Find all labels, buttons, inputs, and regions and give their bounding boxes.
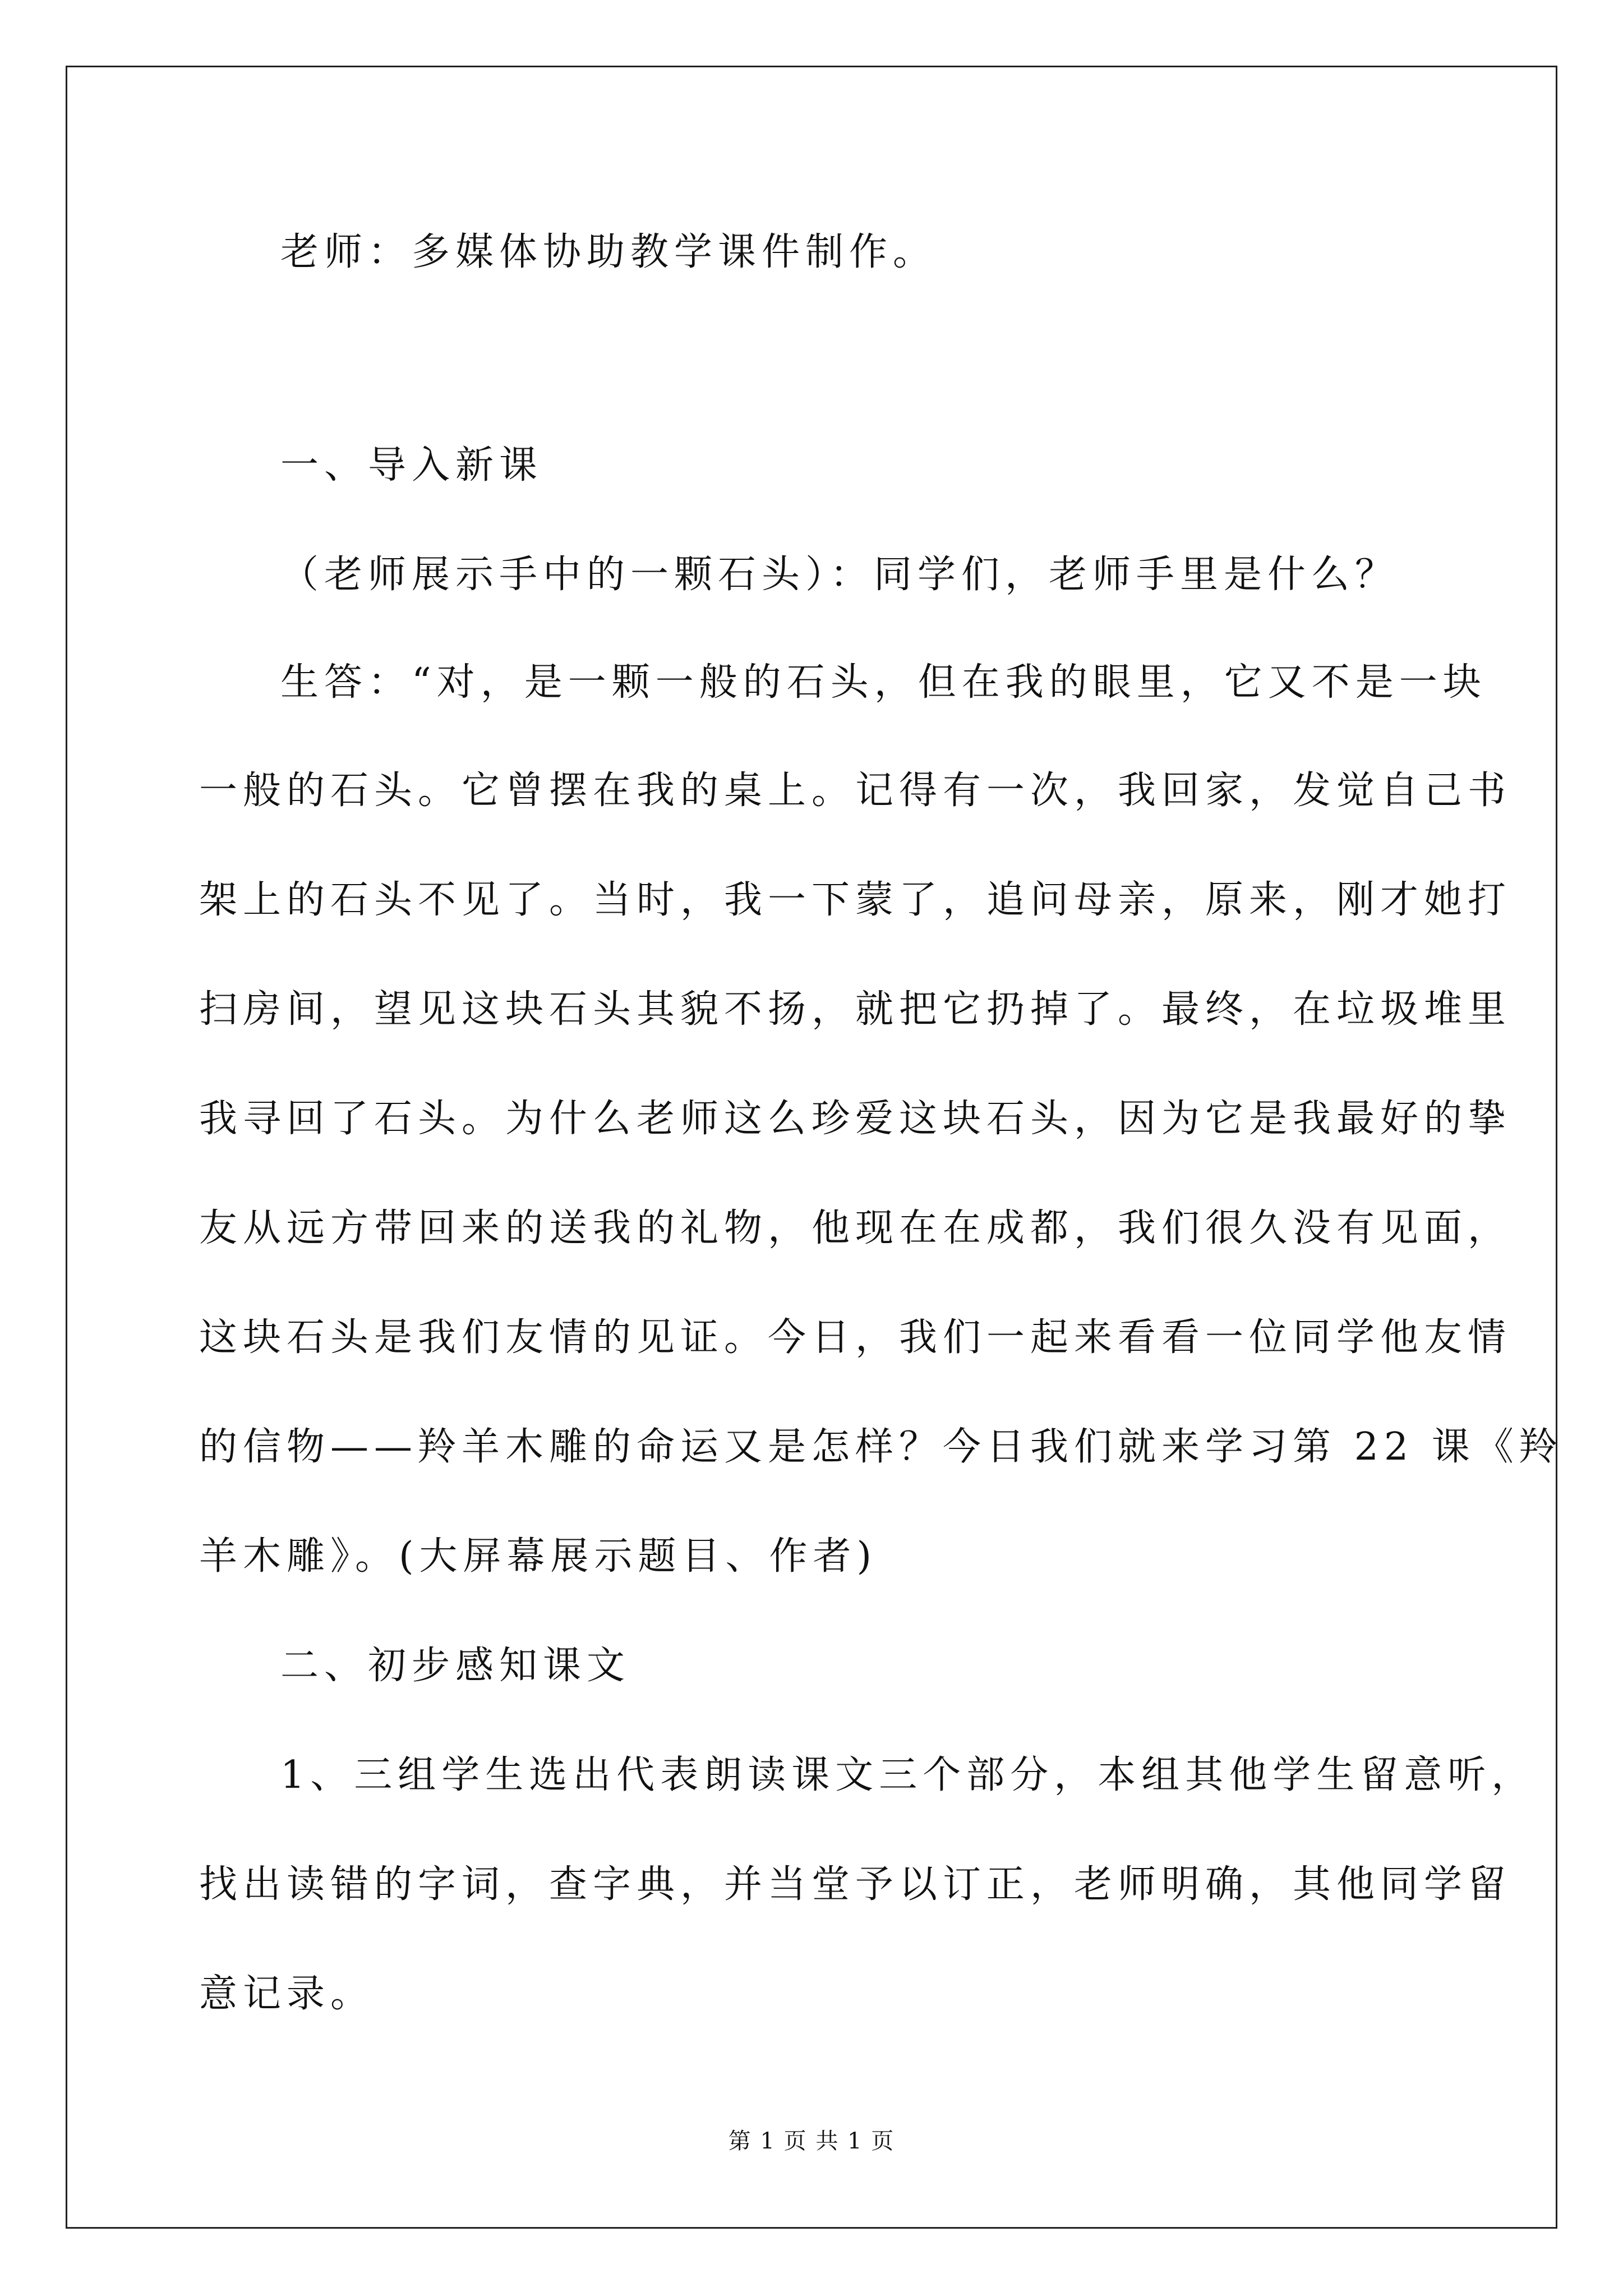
paragraph-line: 一般的石头。它曾摆在我的桌上。记得有一次，我回家，发觉自己书 — [199, 769, 1512, 813]
paragraph-line: （老师展示手中的一颗石头）：同学们，老师手里是什么？ — [280, 553, 1399, 597]
paragraph-line: 生答：“对，是一颗一般的石头，但在我的眼里，它又不是一块 — [280, 660, 1487, 705]
paragraph-line: 友从远方带回来的送我的礼物，他现在在成都，我们很久没有见面， — [199, 1206, 1512, 1250]
paragraph-line: 我寻回了石头。为什么老师这么珍爱这块石头，因为它是我最好的挚 — [199, 1097, 1512, 1141]
section-heading: 二、初步感知课文 — [280, 1644, 631, 1688]
paragraph-line: 这块石头是我们友情的见证。今日，我们一起来看看一位同学他友情 — [199, 1315, 1512, 1360]
paragraph-line: 羊木雕》。(大屏幕展示题目、作者) — [199, 1534, 878, 1579]
paragraph-line: 扫房间，望见这块石头其貌不扬，就把它扔掉了。最终，在垃圾堆里 — [199, 987, 1512, 1032]
paragraph-line: 架上的石头不见了。当时，我一下蒙了，追问母亲，原来，刚才她打 — [199, 878, 1512, 922]
paragraph-line: 意记录。 — [199, 1972, 375, 2016]
paragraph-line: 的信物——羚羊木雕的命运又是怎样？今日我们就来学习第 22 课《羚 — [199, 1425, 1563, 1469]
paragraph-line: 找出读错的字词，查字典，并当堂予以订正，老师明确，其他同学留 — [199, 1862, 1512, 1907]
page-footer: 第 1 页 共 1 页 — [728, 2128, 895, 2154]
paragraph-line: 1、三组学生选出代表朗读课文三个部分，本组其他学生留意听， — [280, 1753, 1536, 1797]
paragraph-line: 老师：多媒体协助教学课件制作。 — [280, 230, 937, 274]
section-heading: 一、导入新课 — [280, 443, 543, 487]
